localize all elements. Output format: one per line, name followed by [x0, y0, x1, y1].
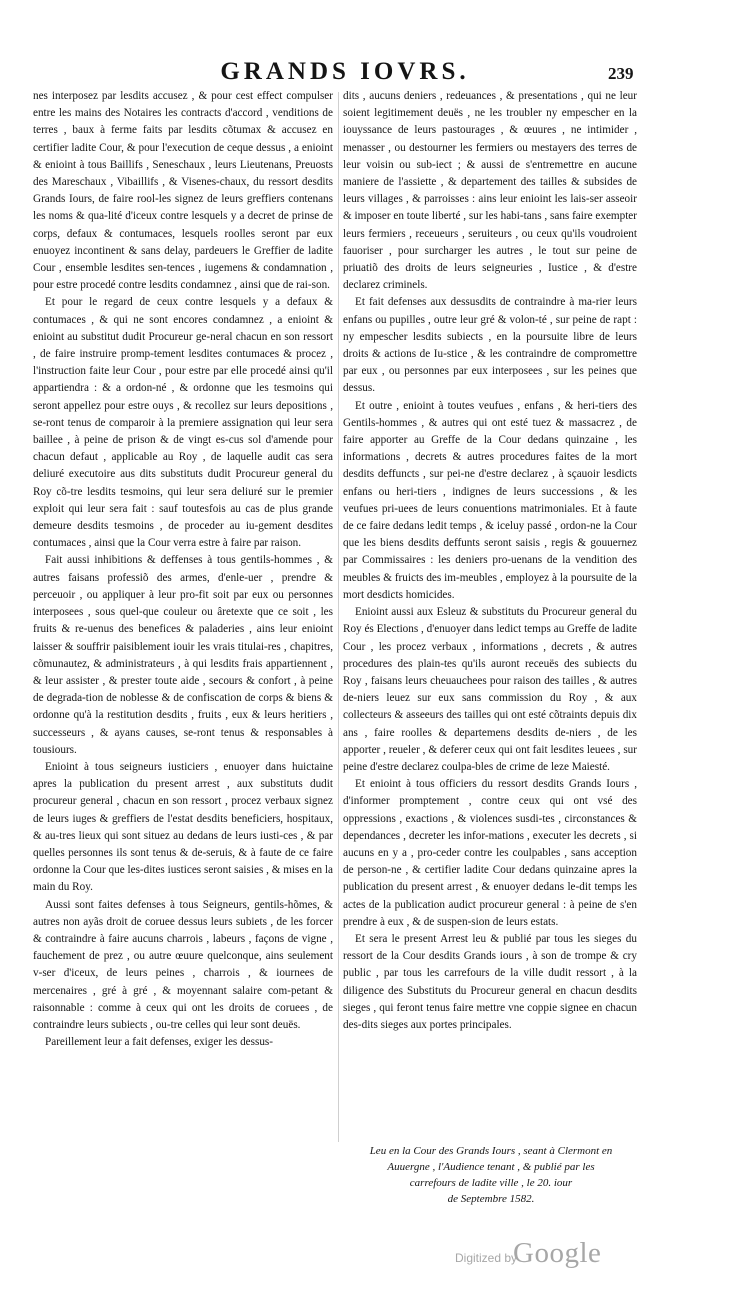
paragraph: dits , aucuns deniers , redeuances , & presentations , qui ne leur soient legitimement deuës , ne les troubler ny empescher en la iouyssance de leurs pastourages , & œuures , ne intimider , menasser , ou destourner les fermiers ou mestayers des terres de leur voisin ou sub-iect ; & aussi de s'entremettre en aucune maniere de l'assiette , & departement des tailles & subsides de leurs villages , & parroisses : ains leur enioint les lais-ser asseoir & imposer en toute liberté , sur les habi-tans , sans faire exempter leurs fermiers , receueurs , seruiteurs , ou ceux qu'ils voudroient fauoriser , pour surcharger les autres , le tout sur peine de priuatiõ des droits de leurs seigneuries , Iustice , & d'estre declarez criminels.	[343, 90, 637, 292]
google-logo: Google	[513, 1237, 602, 1269]
running-header-title: GRANDS IOVRS.	[220, 58, 470, 85]
paragraph: Fait aussi inhibitions & deffenses à tous gentils-hommes , & autres faisans professiõ des armes, d'enle-uer , prendre & perceuoir , ou appliquer à leur pro-fit soit par eux ou personnes interposees , sous quel-que couleur ou âretexte que ce soit , les fruits & re-uenus des benefices & paladeries , ains leur enioint laisser & souffrir paisiblement iouir les vrais titulai-res , chapitres, cõmunautez, & administrateurs , à qui lesdits frais appartiennent , & leur assister , & prester toute aide , secours & confort , à peine de degrada-tion de noblesse & de confiscation de corps & biens & ordonne qu'à la restitution desdits , fruits , eux & leurs heritiers , successeurs , & ayans causes, se-ront tenus & responsables à tousiours.	[33, 554, 333, 756]
column-divider	[338, 92, 339, 1142]
publication-note-line: Leu en la Cour des Grands Iours , seant à Clermont en	[369, 1145, 613, 1157]
publication-note-line: Auuergne , l'Audience tenant , & publié par les	[387, 1161, 595, 1173]
publication-note	[343, 1143, 639, 1207]
paragraph: Aussi sont faites defenses à tous Seigneurs, gentils-hõmes, & autres non ayãs droit de coruee dessus leurs subiets , de les forcer & contraindre à faire aucuns charrois , labeurs , façons de vigne , fauchement de prez , ou autre œuure quelconque, ains seulement v-ser d'iceux, de leurs peines , charrois , & iournees de mercenaires , gré à gré , & moyennant salaire com-petant & raisonnable : comme à ceux qui ont les droits de coruees , de contraindre leurs subiects , ou-tre celles qui leur sont deuës.	[33, 898, 333, 1031]
paragraph: Enioint aussi aux Esleuz & substituts du Procureur general du Roy és Elections , d'enuoyer dans ledict temps au Greffe de ladite Cour , les procez verbaux , informations , decrets , & autres procedures des plain-tes qu'ils auront receuës des subiects du Roy , faisans leurs cheuauchees pour raison des tailles , & autres de-niers leuez sur eux sans commission du Roy , & aux collecteurs & asseeurs des tailles qui ont esté cõtraints depuis dix ans , faire roolles & departemens desdits de-niers , de les apporter , reueler , & deferer ceux qui ont fait lesdites leuees , sur peine d'estre declarez coulpa-bles de crime de leze Maiesté.	[343, 606, 637, 773]
page-number: 239	[608, 64, 634, 83]
publication-note-line: carrefours de ladite ville , le 20. iour	[409, 1177, 573, 1189]
digitized-by-google-watermark	[455, 1237, 635, 1271]
left-column	[33, 88, 333, 1051]
right-column	[343, 88, 637, 1034]
paragraph: nes interposez par lesdits accusez , & pour cest effect compulser entre les mains des Notaires les contracts d'accord , venditions de terres , baux à ferme faits par lesdits cõtumax & accusez en certifier ladite Cour, & pour l'execution de ceque dessus , a enioint & enioint à tous Baillifs , Seneschaux , leurs Lieutenans, Preuosts des Mareschaux , Vibaillifs , & Visenes-chaux, du ressort desdits Grands Iours, de faire rool-les signez de leurs greffiers contenans les noms & qua-lité d'iceux contre lesquels y a decret de prinse de corps, defaux & contumaces, lesquels roolles seront par eux enuoyez incontinent & sans delay, pardeuers le Greffier de ladite Cour , ensemble lesdites sen-tences , iugemens & condamnation , pour estre procedé contre lesdits condamnez , ainsi que de rai-son.	[33, 90, 333, 292]
publication-note-line: de Septembre 1582.	[447, 1193, 535, 1205]
paragraph: Pareillement leur a fait defenses, exiger les dessus-	[45, 1036, 274, 1049]
paragraph: Et sera le present Arrest leu & publié par tous les sieges du ressort de la Cour desdits Grands iours , à son de trompe & cry public , par tous les carrefours de la ville dudit ressort , à la diligence des Substituts du Procureur general en chacun desdits sieges , qui feront tenus faire mettre vne coppie signee en chacun des-dits sieges aux portes principales.	[343, 932, 637, 1031]
watermark-prefix: Digitized by	[455, 1251, 518, 1265]
paragraph: Et fait defenses aux dessusdits de contraindre à ma-rier leurs enfans ou pupilles , outre leur gré & volon-té , sur peine de rapt : ny empescher lesdits subiects , en la poursuite libre de leurs droits & actions de Iu-stice , & les contraindre de compromettre par eux , ou personnes par eux interposees , sur les peines que dessus.	[343, 296, 637, 395]
paragraph: Et pour le regard de ceux contre lesquels y a defaux & contumaces , & qui ne sont encores condamnez , a enioint & enioint au substitut dudit Procureur ge-neral chacun en son ressort , de faire instruire promp-tement lesdites contumaces & procez , l'instruction faite leur Cour , pour estre par elle procedé ainsi qu'il appartiendra : & a ordon-né , & ordonne que les tesmoins qui seront appellez pour estre ouys , & recollez sur leurs depositions , se-ront tenus de comparoir à la premiere assignation qui leur sera baillee , à peine de prison & de vingt es-cus sol d'amende pour chacun defaut , applicable au Roy , de laquelle audit cas sera deliuré executoire aus dits substituts dudit Procureur general du Roy cõ-tre lesdits tesmoins, qui leur sera deliuré sur le premier exploit qui leur sera fait : sauf toutesfois au cas de plus grande demeure desdits tesmoins , de proceder au iu-gement desdites contumaces , ainsi que la Cour verra estre à faire par raison.	[33, 296, 333, 550]
paragraph: Enioint à tous seigneurs iusticiers , enuoyer dans huictaine apres la publication du present arrest , aux substituts dudit procureur general , chacun en son ressort , procez verbaux signez de leurs iuges & greffiers de l'estat desdits beneficiers, hospitaux, & au-tres lieux qui sont situez au dedans de leurs iusti-ces , & par quelles personnes ils sont tenus & de-seruis, & à faute de ce faire ordonne la Cour que les-dites iustices seront saisies , & mises en la main du Roy.	[33, 760, 333, 894]
paragraph: Et enioint à tous officiers du ressort desdits Grands Iours , d'informer promptement , contre ceux qui ont vsé des oppressions , exactions , & violences susdi-tes , circonstances & dependances , decreter les infor-mations , executer les decrets , si aucuns en y a , pro-ceder contre les coulpables , sans acception de person-ne , & certifier ladite Cour dedans quinzaine apres la publication du present arrest , & enuoyer dedans le-dit temps les actes de la publication audict procureur general : à peine de s'en prendre à eux , & de suspen-sion de leurs estats.	[343, 778, 637, 928]
paragraph: Et outre , enioint à toutes veufues , enfans , & heri-tiers des Gentils-hommes , & autres qui ont esté tuez & massacrez , de faire apporter au Greffe de la Cour dedans quinzaine , les informations , decrets & autres procedures faites de la mort desdits deffuncts , sur pei-ne d'estre declarez , à sçauoir lesdicts enfans ou heri-tiers , indignes de leurs successions , & les veufues pri-uees de leurs conuentions matrimoniales. Et à faute de ce faire dedans ledit temps , & iceluy passé , ordon-ne la Cour que les biens desdits deffunts seront saisis , regis & gouuernez par Commissaires : les deniers pro-uenans de la vendition des meubles & fruicts des im-meubles , employez à la poursuite de la mort desdicts homicides.	[343, 399, 637, 601]
